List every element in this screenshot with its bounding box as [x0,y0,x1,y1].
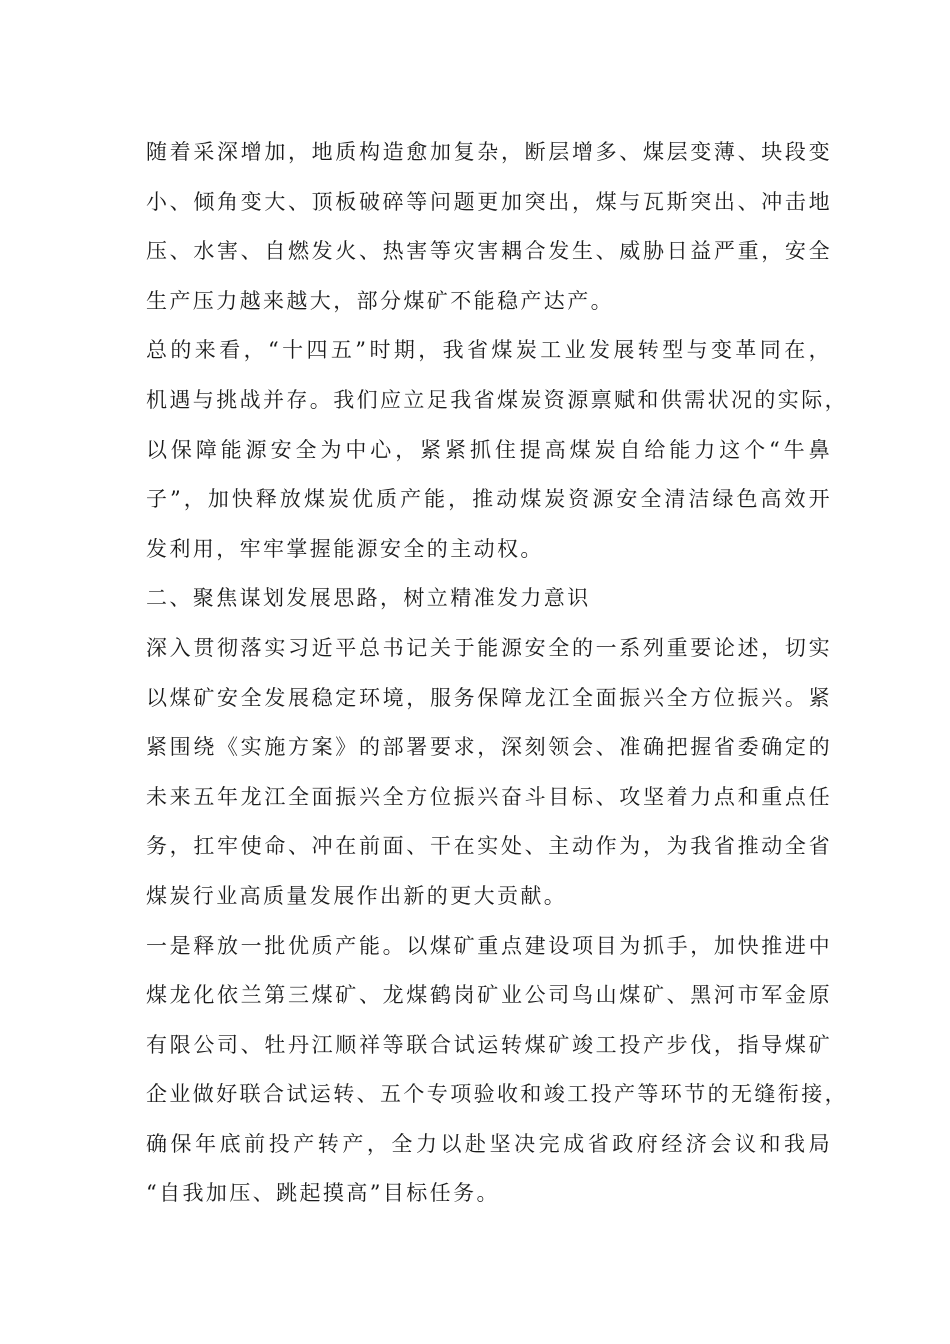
text-line: 以煤矿安全发展稳定环境，服务保障龙江全面振兴全方位振兴。紧 [146,685,832,710]
text-line: 压、水害、自燃发火、热害等灾害耦合发生、威胁日益严重，安全 [146,239,832,264]
text-line: 有限公司、牡丹江顺祥等联合试运转煤矿竣工投产步伐，指导煤矿 [146,1032,832,1057]
text-line: 深入贯彻落实习近平总书记关于能源安全的一系列重要论述，切实 [146,635,832,660]
text-line: 务，扛牢使命、冲在前面、干在实处、主动作为，为我省推动全省 [146,834,832,859]
text-line: 煤炭行业高质量发展作出新的更大贡献。 [146,883,568,908]
text-line: 随着采深增加，地质构造愈加复杂，断层增多、煤层变薄、块段变 [146,140,832,164]
text-line: 生产压力越来越大，部分煤矿不能稳产达产。 [146,288,614,313]
text-line: 确保年底前投产转产，全力以赴坚决完成省政府经济会议和我局 [146,1131,832,1156]
text-line: 以保障能源安全为中心，紧紧抓住提高煤炭自给能力这个“牛鼻 [146,437,832,462]
section-heading-two [146,574,832,624]
paragraph-overall-view [146,326,848,574]
text-line: 企业做好联合试运转、五个专项验收和竣工投产等环节的无缝衔接， [146,1082,848,1107]
text-line: 一是释放一批优质产能。以煤矿重点建设项目为抓手，加快推进中 [146,933,832,958]
text-line: 子”，加快释放煤炭优质产能，推动煤炭资源安全清洁绿色高效开 [146,487,832,512]
document-page [146,128,848,1219]
paragraph-coal-mining-challenges [146,128,832,326]
text-line: 小、倾角变大、顶板破碎等问题更加突出，煤与瓦斯突出、冲击地 [146,189,832,214]
section-heading: 二、聚焦谋划发展思路，树立精准发力意识 [146,586,591,611]
text-line: 煤龙化依兰第三煤矿、龙煤鹤岗矿业公司鸟山煤矿、黑河市军金原 [146,983,832,1008]
paragraph-release-capacity [146,922,848,1220]
text-line: 未来五年龙江全面振兴全方位振兴奋斗目标、攻坚着力点和重点任 [146,784,832,809]
text-line: 机遇与挑战并存。我们应立足我省煤炭资源禀赋和供需状况的实际， [146,387,848,412]
text-line: “自我加压、跳起摸高”目标任务。 [146,1181,500,1206]
text-line: 紧围绕《实施方案》的部署要求，深刻领会、准确把握省委确定的 [146,735,832,760]
text-line: 发利用，牢牢掌握能源安全的主动权。 [146,536,544,561]
text-line: 总的来看，“十四五”时期，我省煤炭工业发展转型与变革同在， [146,338,832,363]
paragraph-implementation [146,624,832,922]
